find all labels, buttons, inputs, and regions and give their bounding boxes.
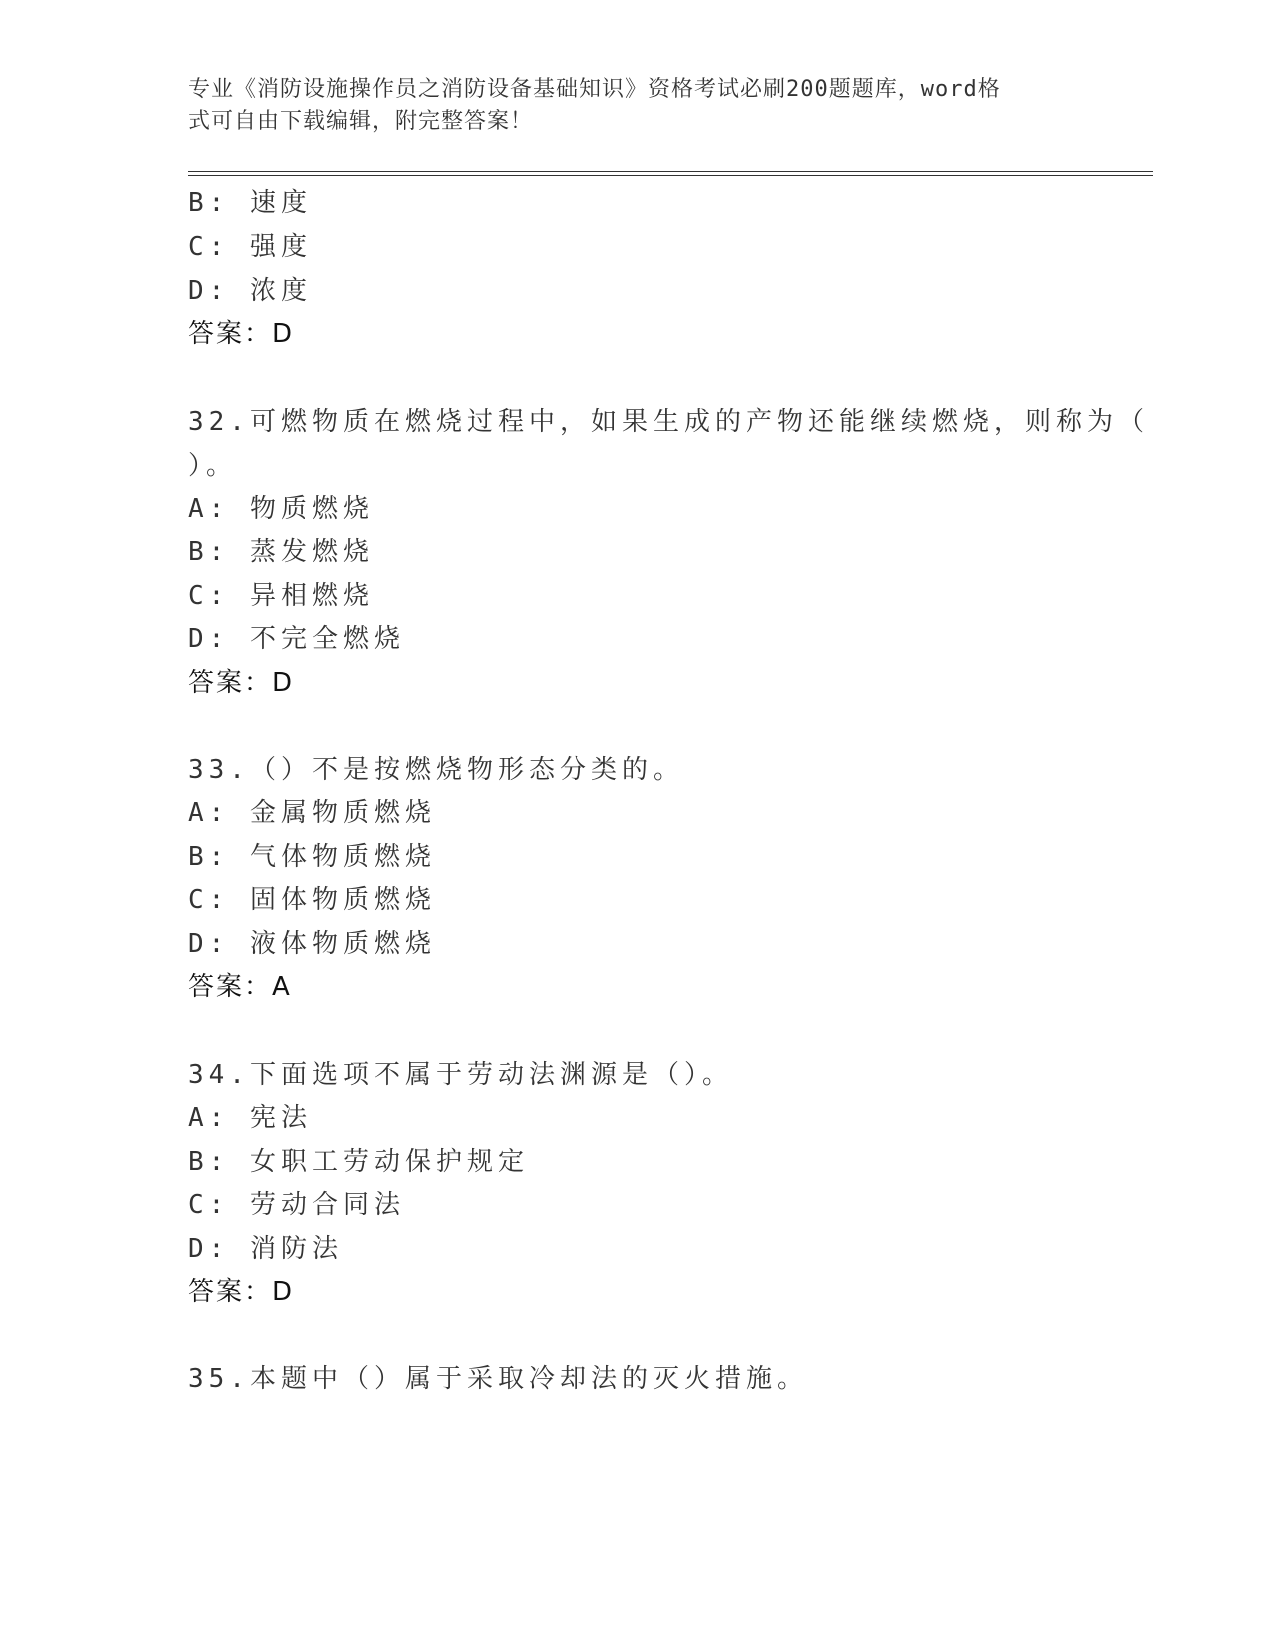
option-b: B: 女职工劳动保护规定 xyxy=(188,1147,529,1177)
option-d: D: 不完全燃烧 xyxy=(188,624,405,654)
option-c: C: 强度 xyxy=(188,232,312,262)
option-d: D: 浓度 xyxy=(188,276,312,306)
question-stem: 34.下面选项不属于劳动法渊源是（）。 xyxy=(188,1060,733,1090)
question-stem: 32.可燃物质在燃烧过程中，如果生成的产物还能继续燃烧，则称为（ xyxy=(188,407,1149,437)
option-a: A: 宪法 xyxy=(188,1103,312,1133)
header-line-2: 式可自由下载编辑，附完整答案！ xyxy=(188,109,534,134)
option-c: C: 固体物质燃烧 xyxy=(188,885,436,915)
header-rule-bottom xyxy=(188,175,1153,176)
option-b: B: 蒸发燃烧 xyxy=(188,537,374,567)
option-a: A: 金属物质燃烧 xyxy=(188,798,436,828)
option-b: B: 气体物质燃烧 xyxy=(188,842,436,872)
question-stem: 35.本题中（）属于采取冷却法的灭火措施。 xyxy=(188,1364,808,1394)
option-b: B: 速度 xyxy=(188,188,312,218)
header-rule-top xyxy=(188,171,1153,172)
option-a: A: 物质燃烧 xyxy=(188,494,374,524)
question-stem: 33.（）不是按燃烧物形态分类的。 xyxy=(188,755,684,785)
answer: 答案：D xyxy=(188,319,295,349)
option-d: D: 消防法 xyxy=(188,1234,343,1264)
header-line-1: 专业《消防设施操作员之消防设备基础知识》资格考试必刷200题题库，word格 xyxy=(188,77,1001,102)
answer: 答案：D xyxy=(188,1277,295,1307)
answer: 答案：D xyxy=(188,668,295,698)
option-c: C: 异相燃烧 xyxy=(188,581,374,611)
option-d: D: 液体物质燃烧 xyxy=(188,929,436,959)
document-header xyxy=(188,74,1078,138)
option-c: C: 劳动合同法 xyxy=(188,1190,405,1220)
answer: 答案：A xyxy=(188,972,292,1002)
question-stem-continued: ）。 xyxy=(188,451,238,481)
